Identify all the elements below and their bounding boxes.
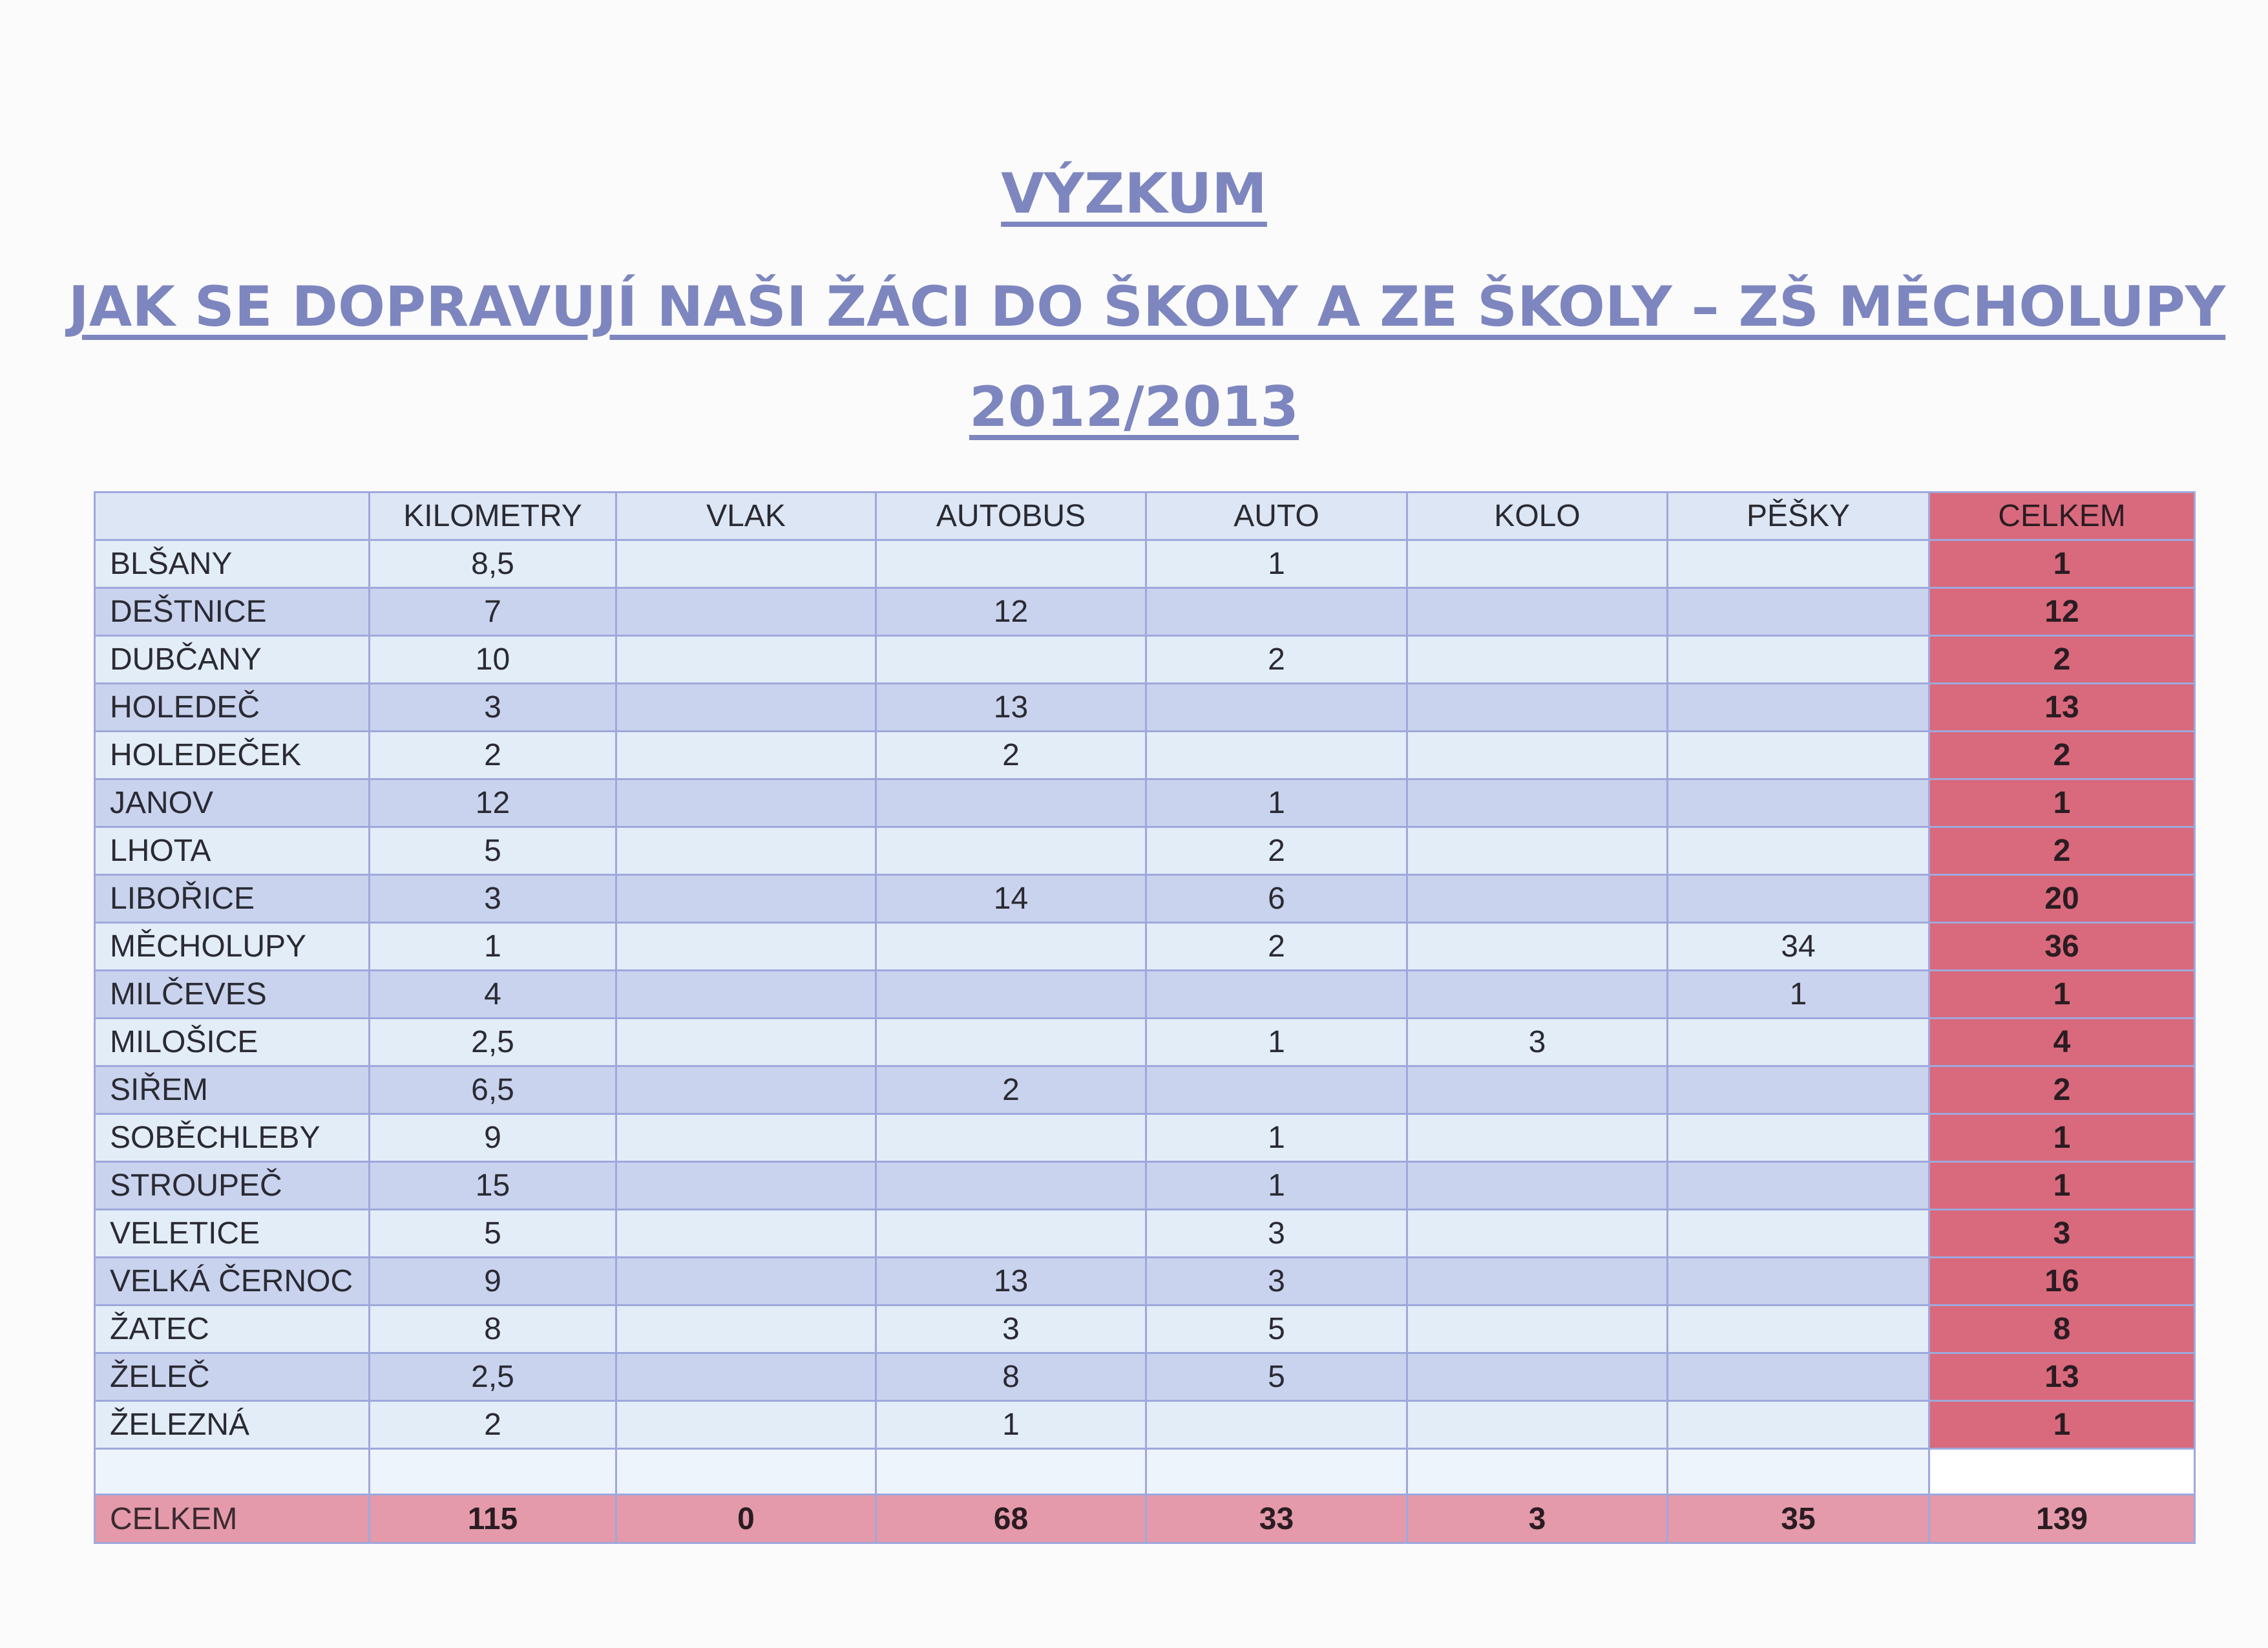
table-row-bus-cell: 12 (876, 588, 1146, 636)
table-row-walk-cell (1668, 1210, 1929, 1258)
table-row-kilometers-cell: 12 (370, 779, 616, 827)
table-row-kilometers-cell: 10 (370, 636, 616, 684)
table-row-walk-cell (1668, 1114, 1929, 1162)
table-row-bus-cell (876, 1019, 1146, 1066)
table-row-walk-cell (1668, 827, 1929, 875)
table-row-kilometers-cell: 8 (370, 1305, 616, 1353)
table-row-car-cell: 1 (1146, 1019, 1407, 1066)
table-row-kilometers-cell: 9 (370, 1258, 616, 1305)
table-row-kilometers-cell: 6,5 (370, 1066, 616, 1114)
document-title: VÝZKUM (1001, 162, 1267, 226)
table-row-car-cell: 6 (1146, 875, 1407, 923)
table-row (95, 1210, 2195, 1258)
table-row-kilometers-cell: 3 (370, 875, 616, 923)
table-row-walk-cell (1668, 875, 1929, 923)
table-row-total-cell: 1 (1929, 540, 2195, 588)
table-row-bike-cell (1407, 779, 1668, 827)
table-row-bus-cell: 13 (876, 1258, 1146, 1305)
table-row (95, 684, 2195, 732)
table-row-walk-cell (1668, 1162, 1929, 1210)
table-row-kilometers-cell: 5 (370, 827, 616, 875)
table-row-bus-cell (876, 1162, 1146, 1210)
table-row-bike-cell (1407, 1401, 1668, 1449)
table-row-bus-cell: 1 (876, 1401, 1146, 1449)
table-row-walk-cell (1668, 1019, 1929, 1066)
table-row-train-cell (616, 1162, 876, 1210)
table-row-kilometers-cell: 15 (370, 1162, 616, 1210)
table-row-car-cell (1146, 588, 1407, 636)
header-row-bike-cell: KOLO (1407, 492, 1668, 540)
header-row-kilometers-cell: KILOMETRY (370, 492, 616, 540)
table-row-village-cell: HOLEDEČ (95, 684, 370, 732)
header-row-walk-cell: PĚŠKY (1668, 492, 1929, 540)
table-row-total-cell: 1 (1929, 1114, 2195, 1162)
table-row (95, 971, 2195, 1019)
table-row-village-cell: ŽELEZNÁ (95, 1401, 370, 1449)
total-row-car-cell: 33 (1146, 1495, 1407, 1543)
table-row-village-cell: LHOTA (95, 827, 370, 875)
table-row (95, 875, 2195, 923)
table-row-bike-cell (1407, 732, 1668, 779)
table-row-train-cell (616, 1114, 876, 1162)
table-row-train-cell (616, 923, 876, 971)
table-row-bike-cell (1407, 1210, 1668, 1258)
table-row-walk-cell (1668, 1305, 1929, 1353)
table-row-bike-cell (1407, 875, 1668, 923)
transport-table (94, 491, 2196, 1544)
empty-row-total-cell (1929, 1449, 2195, 1495)
table-row-total-cell: 13 (1929, 1353, 2195, 1401)
total-row-bike-cell: 3 (1407, 1495, 1668, 1543)
table-row-total-cell: 1 (1929, 779, 2195, 827)
table-row-train-cell (616, 1305, 876, 1353)
table-row-village-cell: SOBĚCHLEBY (95, 1114, 370, 1162)
table-row-total-cell: 4 (1929, 1019, 2195, 1066)
table-row-total-cell: 2 (1929, 636, 2195, 684)
table-row-village-cell: MILČEVES (95, 971, 370, 1019)
table-row-kilometers-cell: 2 (370, 1401, 616, 1449)
table-row-total-cell: 1 (1929, 1162, 2195, 1210)
table-row (95, 827, 2195, 875)
empty-row-train-cell (616, 1449, 876, 1495)
table-row-train-cell (616, 779, 876, 827)
table-row-walk-cell (1668, 540, 1929, 588)
table-row-total-cell: 12 (1929, 588, 2195, 636)
table-row-car-cell: 5 (1146, 1305, 1407, 1353)
table-row-bike-cell: 3 (1407, 1019, 1668, 1066)
table-row-total-cell: 3 (1929, 1210, 2195, 1258)
header-row-car-cell: AUTO (1146, 492, 1407, 540)
table-row-bike-cell (1407, 923, 1668, 971)
empty-row-walk-cell (1668, 1449, 1929, 1495)
table-row-train-cell (616, 1019, 876, 1066)
table-row (95, 588, 2195, 636)
table-row-train-cell (616, 827, 876, 875)
table-row-car-cell: 1 (1146, 1114, 1407, 1162)
table-row-bike-cell (1407, 636, 1668, 684)
table-row-walk-cell (1668, 588, 1929, 636)
table-row (95, 1019, 2195, 1066)
table-row-train-cell (616, 684, 876, 732)
table-row-total-cell: 1 (1929, 1401, 2195, 1449)
table-row-bus-cell: 13 (876, 684, 1146, 732)
table-row-car-cell: 2 (1146, 923, 1407, 971)
table-row-bike-cell (1407, 1114, 1668, 1162)
table-row-train-cell (616, 588, 876, 636)
table-row-car-cell (1146, 1401, 1407, 1449)
table-row-bike-cell (1407, 684, 1668, 732)
table-row-kilometers-cell: 2,5 (370, 1019, 616, 1066)
empty-row (95, 1449, 2195, 1495)
table-row-village-cell: HOLEDEČEK (95, 732, 370, 779)
table-row-village-cell: DEŠTNICE (95, 588, 370, 636)
table-row (95, 1162, 2195, 1210)
table-row-bike-cell (1407, 1258, 1668, 1305)
empty-row-car-cell (1146, 1449, 1407, 1495)
total-row-kilometers-cell: 115 (370, 1495, 616, 1543)
table-row-kilometers-cell: 5 (370, 1210, 616, 1258)
table-row (95, 779, 2195, 827)
table-row (95, 732, 2195, 779)
table-row (95, 636, 2195, 684)
total-row-bus-cell: 68 (876, 1495, 1146, 1543)
table-row-village-cell: DUBČANY (95, 636, 370, 684)
table-row-train-cell (616, 1210, 876, 1258)
table-row-car-cell: 1 (1146, 540, 1407, 588)
table-row-walk-cell (1668, 732, 1929, 779)
total-row-train-cell: 0 (616, 1495, 876, 1543)
table-row-car-cell: 1 (1146, 1162, 1407, 1210)
table-row-train-cell (616, 875, 876, 923)
table-row-walk-cell (1668, 684, 1929, 732)
empty-row-kilometers-cell (370, 1449, 616, 1495)
table-row-total-cell: 2 (1929, 732, 2195, 779)
table-row-village-cell: VELKÁ ČERNOC (95, 1258, 370, 1305)
table-row-car-cell: 5 (1146, 1353, 1407, 1401)
table-row-kilometers-cell: 3 (370, 684, 616, 732)
table-row-train-cell (616, 540, 876, 588)
table-row (95, 1258, 2195, 1305)
table-row-train-cell (616, 1401, 876, 1449)
table-row-village-cell: JANOV (95, 779, 370, 827)
table-row (95, 1353, 2195, 1401)
table-row-bus-cell: 8 (876, 1353, 1146, 1401)
table-row (95, 540, 2195, 588)
header-row-train-cell: VLAK (616, 492, 876, 540)
table-row-walk-cell (1668, 1258, 1929, 1305)
table-row-kilometers-cell: 1 (370, 923, 616, 971)
table-row-bus-cell: 14 (876, 875, 1146, 923)
table-row-village-cell: MILOŠICE (95, 1019, 370, 1066)
table-row-train-cell (616, 636, 876, 684)
table-row-kilometers-cell: 7 (370, 588, 616, 636)
table-row-bus-cell (876, 1114, 1146, 1162)
table-row-car-cell: 3 (1146, 1258, 1407, 1305)
table-row-total-cell: 36 (1929, 923, 2195, 971)
table-row-bus-cell (876, 827, 1146, 875)
table-row-village-cell: MĚCHOLUPY (95, 923, 370, 971)
empty-row-bike-cell (1407, 1449, 1668, 1495)
table-row-bus-cell: 3 (876, 1305, 1146, 1353)
table-row-train-cell (616, 732, 876, 779)
table-row-car-cell: 1 (1146, 779, 1407, 827)
table-row-walk-cell: 34 (1668, 923, 1929, 971)
table-row-bike-cell (1407, 588, 1668, 636)
table-row-walk-cell (1668, 636, 1929, 684)
table-row-village-cell: LIBOŘICE (95, 875, 370, 923)
table-row-bus-cell (876, 923, 1146, 971)
table-row-total-cell: 20 (1929, 875, 2195, 923)
total-row-walk-cell: 35 (1668, 1495, 1929, 1543)
table-row-village-cell: BLŠANY (95, 540, 370, 588)
document-subtitle: JAK SE DOPRAVUJÍ NAŠI ŽÁCI DO ŠKOLY A ZE ŠKOLY – ZŠ MĚCHOLUPY (68, 275, 2226, 339)
table-row-bike-cell (1407, 1353, 1668, 1401)
table-row (95, 1114, 2195, 1162)
table-row-car-cell: 2 (1146, 636, 1407, 684)
table-row-kilometers-cell: 4 (370, 971, 616, 1019)
table-row-bike-cell (1407, 540, 1668, 588)
table-row-bus-cell: 2 (876, 732, 1146, 779)
table-row-train-cell (616, 971, 876, 1019)
table-row (95, 1066, 2195, 1114)
table-row-train-cell (616, 1258, 876, 1305)
table-row-bus-cell (876, 636, 1146, 684)
table-row-village-cell: SIŘEM (95, 1066, 370, 1114)
table-row-village-cell: STROUPEČ (95, 1162, 370, 1210)
table-row-car-cell (1146, 971, 1407, 1019)
total-row-village-cell: CELKEM (95, 1495, 370, 1543)
total-row-total-cell: 139 (1929, 1495, 2195, 1543)
table-row-bike-cell (1407, 971, 1668, 1019)
header-row (95, 492, 2195, 540)
table-row (95, 923, 2195, 971)
empty-row-bus-cell (876, 1449, 1146, 1495)
table-row-total-cell: 16 (1929, 1258, 2195, 1305)
table-row-bus-cell (876, 1210, 1146, 1258)
table-row-bike-cell (1407, 1162, 1668, 1210)
table-row-bus-cell (876, 779, 1146, 827)
table-row-bike-cell (1407, 827, 1668, 875)
table-row-bus-cell (876, 540, 1146, 588)
table-row-car-cell (1146, 684, 1407, 732)
table-row-kilometers-cell: 2,5 (370, 1353, 616, 1401)
table-row-car-cell (1146, 732, 1407, 779)
table-row-village-cell: VELETICE (95, 1210, 370, 1258)
table-row-bus-cell (876, 971, 1146, 1019)
table-row (95, 1401, 2195, 1449)
table-row-car-cell: 2 (1146, 827, 1407, 875)
table-row-kilometers-cell: 8,5 (370, 540, 616, 588)
header-row-total-cell: CELKEM (1929, 492, 2195, 540)
table-row-village-cell: ŽELEČ (95, 1353, 370, 1401)
table-row-total-cell: 1 (1929, 971, 2195, 1019)
table-row-bus-cell: 2 (876, 1066, 1146, 1114)
table-row-village-cell: ŽATEC (95, 1305, 370, 1353)
table-row-train-cell (616, 1066, 876, 1114)
table-row-walk-cell: 1 (1668, 971, 1929, 1019)
table-row-total-cell: 2 (1929, 827, 2195, 875)
table-row-walk-cell (1668, 1401, 1929, 1449)
table-row-bike-cell (1407, 1066, 1668, 1114)
table-row-walk-cell (1668, 1066, 1929, 1114)
table-row (95, 1305, 2195, 1353)
table-row-total-cell: 13 (1929, 684, 2195, 732)
table-row-train-cell (616, 1353, 876, 1401)
table-row-total-cell: 8 (1929, 1305, 2195, 1353)
table-row-car-cell: 3 (1146, 1210, 1407, 1258)
table-row-bike-cell (1407, 1305, 1668, 1353)
school-year: 2012/2013 (969, 375, 1299, 439)
table-row-kilometers-cell: 2 (370, 732, 616, 779)
table-row-total-cell: 2 (1929, 1066, 2195, 1114)
empty-row-village-cell (95, 1449, 370, 1495)
table-row-walk-cell (1668, 1353, 1929, 1401)
table-row-kilometers-cell: 9 (370, 1114, 616, 1162)
table-row-car-cell (1146, 1066, 1407, 1114)
total-row (95, 1495, 2195, 1543)
header-row-village-cell (95, 492, 370, 540)
header-row-bus-cell: AUTOBUS (876, 492, 1146, 540)
table-row-walk-cell (1668, 779, 1929, 827)
